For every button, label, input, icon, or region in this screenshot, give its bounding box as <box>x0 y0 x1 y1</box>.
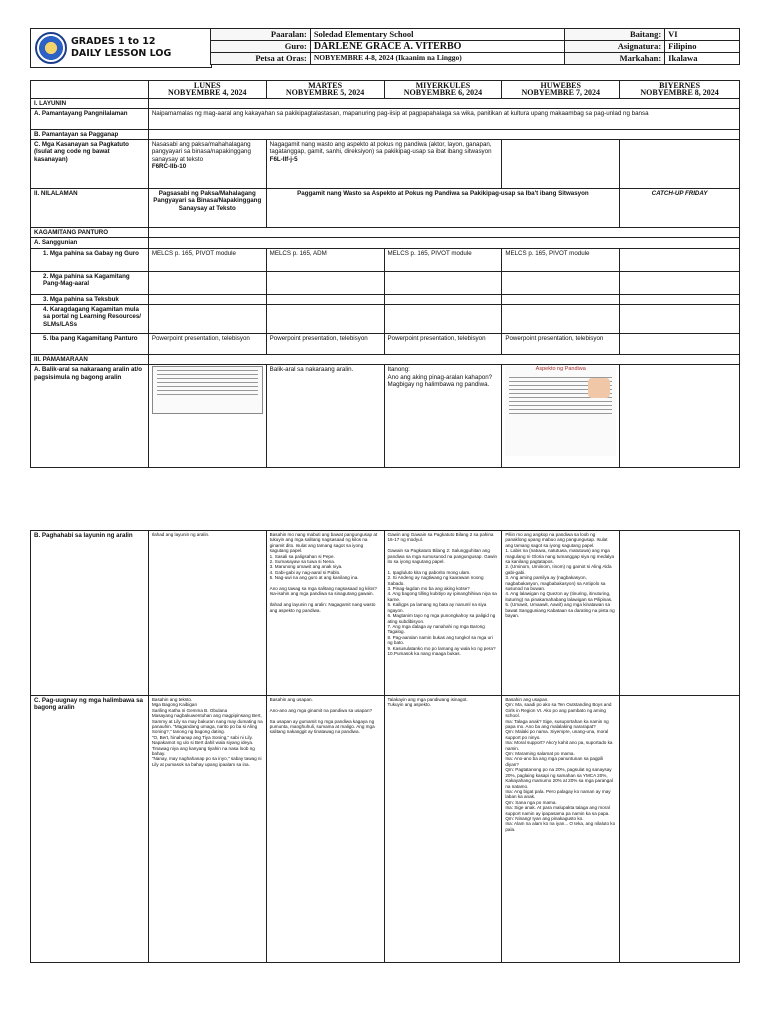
kasanayan-tuesday-wednesday: Nagagamit nang wasto ang aspekto at pokus ng pandiwa (aktor, layon, ganapan, tagatanggap, gamit, sanhi, direksiyon) sa pakikipag-usap sa ibat ibang sitwasyon F6L-IIf-j-5 <box>266 140 502 189</box>
day-header-thursday: HUWEBES NOBYEMBRE 7, 2024 <box>502 81 620 99</box>
pamantayang-pangnilalaman-text: Naipamamalas ng mag-aaral ang kakayahan sa pakikipagtalastasan, mapanuring pag-iisip at pagpapahalaga sa wika, panitikan at kultura upang makaambag sa pag-unlad ng bansa <box>148 108 739 129</box>
deped-seal-icon <box>35 32 67 64</box>
title-line-1: GRADES 1 to 12 <box>71 36 156 47</box>
day-header-friday: BIYERNES NOBYEMBRE 8, 2024 <box>620 81 740 99</box>
kasanayan-tuesday-code: F6L-IIf-j-5 <box>269 155 298 163</box>
layunin-heading: I. LAYUNIN <box>31 98 149 108</box>
iba-pang-kagamitan-label: 5. Iba pang Kagamitang Panturo <box>31 334 149 355</box>
kagamitan-thursday: Powerpoint presentation, telebisyon <box>502 334 620 355</box>
nilalaman-label: II. NILALAMAN <box>31 189 149 228</box>
pag-uugnay-monday: Basahin ang teksto. Mga Bagong Kaibigan Sariling Katha ni Gemma B. Obulana Masayang nagbakuwentuhan ang magpipinsang Bert, Sammy at Lily sa may bakuran nang may dumating na panauhin. "Magandang umaga, narito po ba si Aling Soning?," tanong ng bagong dating. "O, Bert, hinahanap ang Tiya Soning," sabi ni Lily. Napakamot ng ulo si Bert dahil wala siyang ideya. Tinawag niya ang kanyang tiyahin na nasa loob ng bahay. "Nanay, may naghahanap po sa inyo," sabay tawag ni Lily at pumasok sa bahay upang ipaalam sa ina. <box>148 696 266 963</box>
pag-uugnay-wednesday: Talakayin ang mga pandiwang isinagot. Tukuyin ang aspekto. <box>384 696 502 963</box>
pag-uugnay-tuesday: Basahin ang usapan. Ano-ano ang mga ginamit na pandiwa sa usapan? Sa usapan ay gumamit ng mga pandiwa kagaya ng pumunta, manghuhuli, sumama at maligo. Ang mga salitang nakanggit ay tinatawag na pandiwa. <box>266 696 384 963</box>
worksheet-thumbnail <box>152 366 263 414</box>
asignatura-value: Filipino <box>665 41 740 53</box>
petsa-value: NOBYEMBRE 4-8, 2024 (Ikaanim na Linggo) <box>310 53 565 65</box>
day-header-tuesday: MARTES NOBYEMBRE 5, 2024 <box>266 81 384 99</box>
sanggunian-heading: A. Sanggunian <box>31 238 149 248</box>
paghahabi-label: B. Paghahabi sa layunin ng aralin <box>31 531 149 696</box>
aspekto-ng-pandiwa-thumbnail: Aspekto ng Pandiwa <box>505 366 616 456</box>
balik-aral-tuesday: Balik-aral sa nakaraang aralin. <box>266 365 384 468</box>
gabay-tuesday: MELCS p. 165, ADM <box>266 248 384 271</box>
gabay-ng-guro-label: 1. Mga pahina sa Gabay ng Guro <box>31 248 149 271</box>
kagamitan-tuesday: Powerpoint presentation, telebisyon <box>266 334 384 355</box>
kagamitan-wednesday: Powerpoint presentation, telebisyon <box>384 334 502 355</box>
paghahabi-tuesday: Basahin mo nang mabuti ang bawat pangungusap at tukuyin ang mga salitang nagsasaad ng kilos na ginamit dito. Isulat ang tamang sagot sa iyong sagutang papel. 1. Sasali sa paligsahan si Pepe. 2. Sumasayaw sa tuwa si Nena. 3. Marunong umawit ang anak niya. 4. Gabi-gabi ay nag-aaral si Pablo. 5. Nag-uwi na ang guro at ang kanilang ina. Ano ang tawag sa mga salitang nagsasaad ng kilos? Isa-isahin ang mga pandiwa sa sinagutang gawain. Ilahad ang layunin ng aralin: Nagagamit nang wasto ang aspekto ng pandiwa. <box>266 531 384 696</box>
kasanayan-monday: Nasasabi ang paksa/mahahalagang pangyayari sa binasa/napakinggang sanaysay at teksto F6RC-IIb-10 <box>148 140 266 189</box>
karagdagang-kagamitan-label: 4. Karagdagang Kagamitan mula sa portal ng Learning Resources/ SLMs/LASs <box>31 305 149 334</box>
nilalaman-monday: Pagsasabi ng Paksa/Mahalagang Pangyayari sa Binasa/Napakinggang Sanaysay at Teksto <box>148 189 266 228</box>
petsa-label: Petsa at Oras: <box>211 53 311 65</box>
nilalaman-tuesday-thursday: Paggamit nang Wasto sa Aspekto at Pokus ng Pandiwa sa Pakikipag-usap sa Iba't ibang Sitwasyon <box>266 189 619 228</box>
baitang-value: VI <box>665 29 740 41</box>
pamamaraan-heading: III. PAMAMARAAN <box>31 355 149 365</box>
pag-uugnay-thursday: Basahin ang usapan. Qm: Ma, saadi po ako sa Ten Outstanding Boys and Girls in Region VI. Ako po ang pambato ng aming school. Ina: Talaga anak? Sige, susuportahan ka namin ng papa mo. Ano ba ang malalaking nararapat? Qm: Malaki po nama. Siyempre, unang-una, moral support po ninyo. Ina: Moral support? Ako'y kahit ano pa, suportado ka namin. Qm: Maraming salamat po mama. Ina: Ano-ano ba ang mga panuntunan sa pagpili diyan? Qm: Pagtatanong po na 20%, pagsulat ng sanaysay 20%, paglaing kasapi ng samahan sa YMCA 20%, Kakayahang mamumo 20% at 20% sa mga parangal na natamo. Ina: Ang bigat pala. Pero palagay ko naman ay may laban ka anak. Qm: Sana nga po mama. Ina: Sige anak. At para malupakta talaga ang moral support namin ay ipapasama pa namin ka sa papa. Qm: Ninang! Iyan ang pinakagusto ko. Ina: Alam na alam ko na iyan... O teka, ang nilaluto ko pala. <box>502 696 620 963</box>
paghahabi-monday: Ilahad ang layunin ng aralin. <box>148 531 266 696</box>
pag-uugnay-label: C. Pag-uugnay ng mga halimbawa sa bagong aralin <box>31 696 149 963</box>
paghahabi-wednesday: Gawin ang Gawain sa Pagkatuto Bilang 2 sa pahina 16-17 ng modyul. Gawain sa Pagkatuto Bilang 2: Salungguhitan ang pandiwa sa mga sumusunod na pangungusap. Gawin ito sa iyong sagutang papel. 1. Ipagluluto kita ng paborito mong ulam. 2. Si Andeng ay nagtiwang ng kaarawan noong Sabado. 3. Pinag-lagdan mo ba ang aking kotse? 4. Ang bagong tilling kubitiyo ay ipinanghihiwa niya sa karne. 5. Kailigps pa lamang ng bata ay nanuml na siya ngayon. 6. Magtanim tayo ng mga punongkahoy sa paligid ng ating subdibisyon. 7. Ang mga dalaga ay nanahahi ng mga Barong Tagalog. 8. Pag-aaralan namin bukas ang tungkol sa mga uri ng bato. 9. Kasusulatanko mo po lamang ay wala ko ng pera? 10.Pumasok ka nang maaga bukas. <box>384 531 502 696</box>
kagamitan-monday: Powerpoint presentation, telebisyon <box>148 334 266 355</box>
gabay-thursday: MELCS p. 165, PIVOT module <box>502 248 620 271</box>
balik-aral-monday <box>148 365 266 468</box>
day-header-wednesday: MIYERKULES NOBYEMBRE 6, 2024 <box>384 81 502 99</box>
guro-value: DARLENE GRACE A. VITERBO <box>310 41 565 53</box>
header-info-table <box>210 28 740 65</box>
day-header-monday: LUNES NOBYEMBRE 4, 2024 <box>148 81 266 99</box>
lesson-log-table-continued <box>30 530 740 963</box>
paaralan-label: Paaralan: <box>211 29 311 41</box>
pamantayang-pangnilalaman-label: A. Pamantayang Pangnilalaman <box>31 108 149 129</box>
markahan-value: Ikalawa <box>665 53 740 65</box>
gabay-monday: MELCS p. 165, PIVOT module <box>148 248 266 271</box>
asignatura-label: Asignatura: <box>565 41 665 53</box>
lesson-log-table <box>30 80 740 468</box>
balik-aral-thursday <box>502 365 620 468</box>
markahan-label: Markahan: <box>565 53 665 65</box>
title-line-2: DAILY LESSON LOG <box>71 48 172 59</box>
nilalaman-friday: CATCH-UP FRIDAY <box>620 189 740 228</box>
kagamitang-panturo-heading: KAGAMITANG PANTURO <box>31 228 149 238</box>
paghahabi-thursday: Piliin mo ang angkop na pandiwa sa loob ng panaklong upang mabuo ang pangungusap. Isulat ang tamang sagot sa iyong sagutang papel. 1. Labis na (natuwa, natutuwa, matutuwa) ang mga magulang ni Gloria nang tumanggap siya ng medalya sa kanilang pagtatapos. 2. (Uminom, Umiinom, Iinom) ng gamot si Aling Alda gabi-gabi. 3. Ang aming pamilya ay (nagbakasyon, nagbabakasyon, magbabakasyon) sa Antipolo sa susunod na buwan. 4. Ang lalawigan ng Quezon ay (tinuring, itinuturing, ituturing) na pinakamahabang lalawigan sa Pilipinas. 5. (Umawit, Umaawit, Aawit) ang mga kinatawan sa bawat Sangguniang Kabataan sa darating na pista ng bayan. <box>502 531 620 696</box>
guro-label: Guro: <box>211 41 311 53</box>
pamantayan-sa-pagganap-label: B. Pamantayan sa Pagganap <box>31 129 149 139</box>
baitang-label: Baitang: <box>565 29 665 41</box>
kasanayan-monday-code: F6RC-IIb-10 <box>151 163 187 171</box>
teksbuk-label: 3. Mga pahina sa Teksbuk <box>31 294 149 304</box>
day-header-row <box>31 81 740 99</box>
balik-aral-label: A. Balik-aral sa nakaraang aralin at/o pagsisimula ng bagong aralin <box>31 365 149 468</box>
document-title <box>71 36 171 60</box>
header-logo-box <box>30 28 212 68</box>
balik-aral-wednesday: Itanong: Ano ang aking pinag-aralan kahapon? Magbigay ng halimbawa ng pandiwa. <box>384 365 502 468</box>
kagamitang-pang-mag-aaral-label: 2. Mga pahina sa Kagamitang Pang-Mag-aaral <box>31 271 149 294</box>
kasanayan-label: C. Mga Kasanayan sa Pagkatuto (Isulat ang code ng bawat kasanayan) <box>31 140 149 189</box>
gabay-wednesday: MELCS p. 165, PIVOT module <box>384 248 502 271</box>
paaralan-value: Soledad Elementary School <box>310 29 565 41</box>
